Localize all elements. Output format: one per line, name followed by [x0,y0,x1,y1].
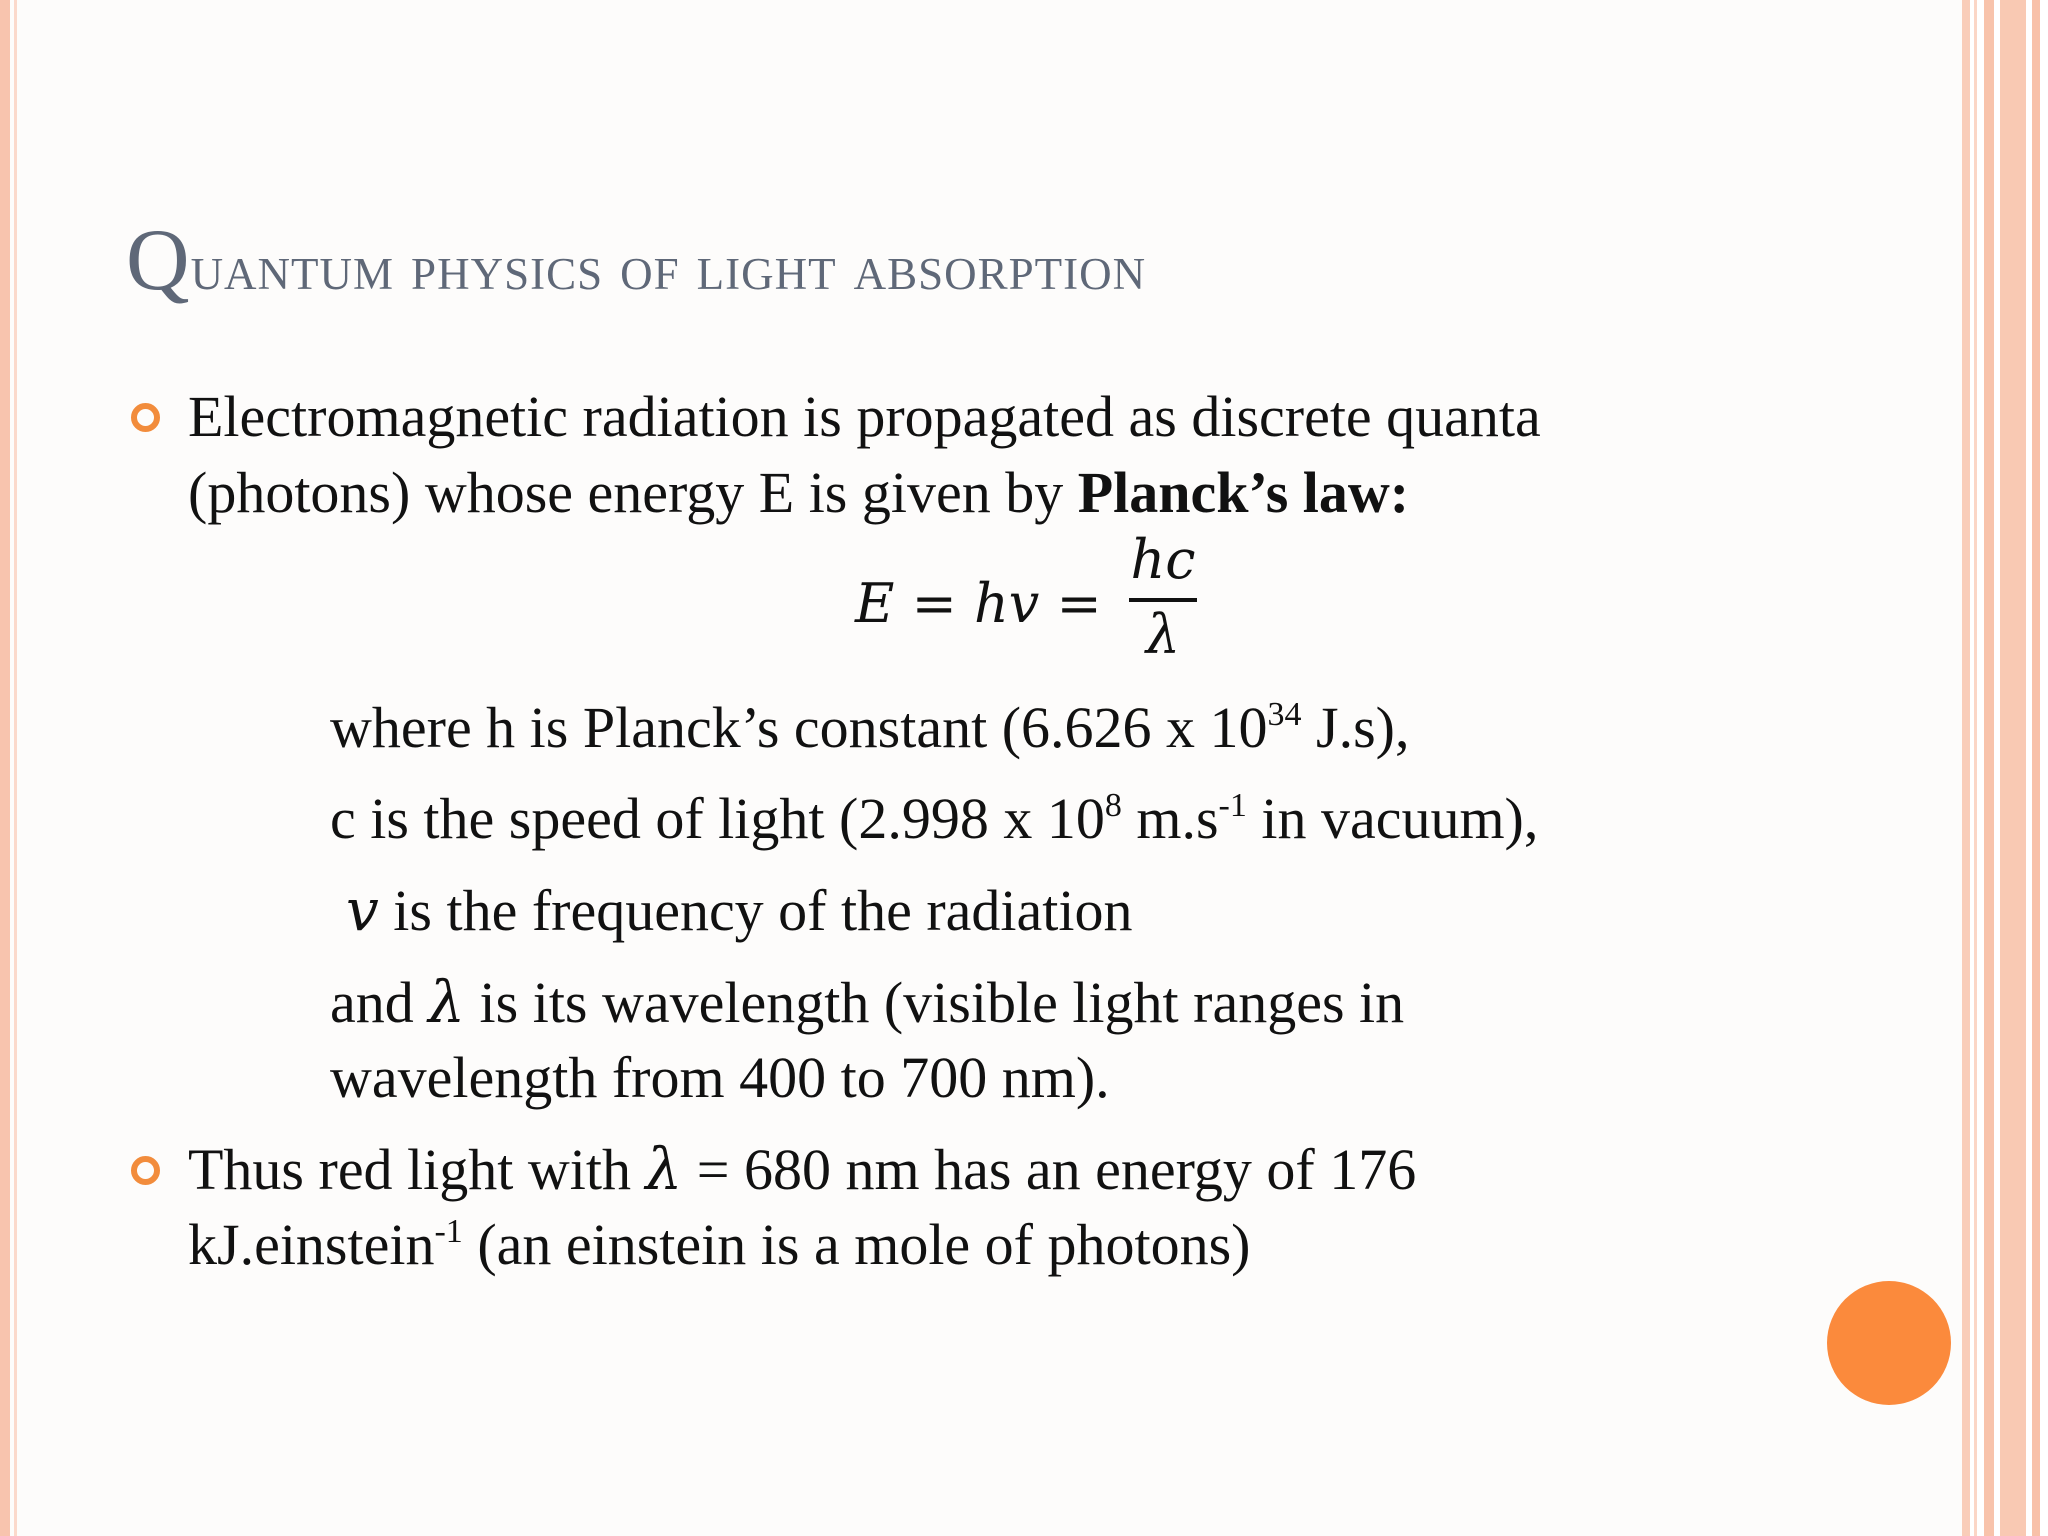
right-border-stripe [1984,0,1994,1536]
bullet-icon [131,403,160,432]
nu-symbol: v [346,876,379,944]
definition-v [346,872,1133,949]
bullet-icon [131,1156,160,1185]
bullet2-unit-exponent: -1 [434,1213,463,1250]
slide-title [126,210,1146,311]
right-border-stripe [1962,0,1970,1536]
definition-h-text: where h is Planck’s constant (6.626 x 10 [330,695,1268,760]
right-border [1962,0,2048,1536]
equation-lhs: E = hv = [855,572,1102,635]
title-first-letter: Q [126,212,191,309]
definition-lambda-text: is its wavelength (visible light ranges in [465,970,1405,1035]
definition-lambda-prefix: and [330,970,429,1035]
definition-c-unit: m.s [1121,786,1219,851]
fraction-denominator: λ [1145,603,1181,666]
bullet2-text: Thus red light with [188,1137,646,1202]
definition-h [330,690,1409,775]
bullet1-line2-text: (photons) whose energy E is given by [188,460,1078,525]
equation-fraction [1127,530,1199,668]
definition-c-text: c is the speed of light (2.998 x 10 [330,786,1105,851]
left-border-line [14,0,17,1536]
lambda-symbol: λ [645,1135,683,1203]
right-border-line [1974,0,1977,1536]
bullet2-line2 [188,1207,1251,1292]
definition-c [330,781,1538,866]
left-border-stripe [0,0,10,1536]
fraction-numerator: hc [1130,528,1196,591]
right-border-stripe [2032,0,2040,1536]
right-border-band [2000,0,2026,1536]
bullet2-text-end: = 680 nm has an energy of 176 [682,1137,1417,1202]
title-rest: uantum physics of light absorption [190,232,1147,303]
plancks-law-label: Planck’s law: [1077,460,1410,525]
definition-lambda-line2: wavelength from 400 to 700 nm). [330,1045,1110,1110]
definition-c-exponent: 8 [1104,787,1122,824]
definition-c-unit-exponent: -1 [1218,787,1247,824]
bullet2-unit: kJ.einstein [188,1212,435,1277]
definition-c-suffix: in vacuum), [1246,786,1539,851]
decorative-circle [1827,1281,1951,1405]
definition-lambda [330,964,1404,1041]
lambda-symbol: λ [428,968,466,1036]
definition-h-unit: J.s), [1301,695,1410,760]
bullet1-line2 [188,455,1409,531]
definition-v-text: is the frequency of the radiation [378,878,1133,943]
bullet1-line1: Electromagnetic radiation is propagated as discrete quanta [188,384,1541,449]
bullet2-note: (an einstein is a mole of photons) [462,1212,1251,1277]
bullet2-line1 [188,1131,1416,1208]
definition-h-exponent: 34 [1267,696,1302,733]
